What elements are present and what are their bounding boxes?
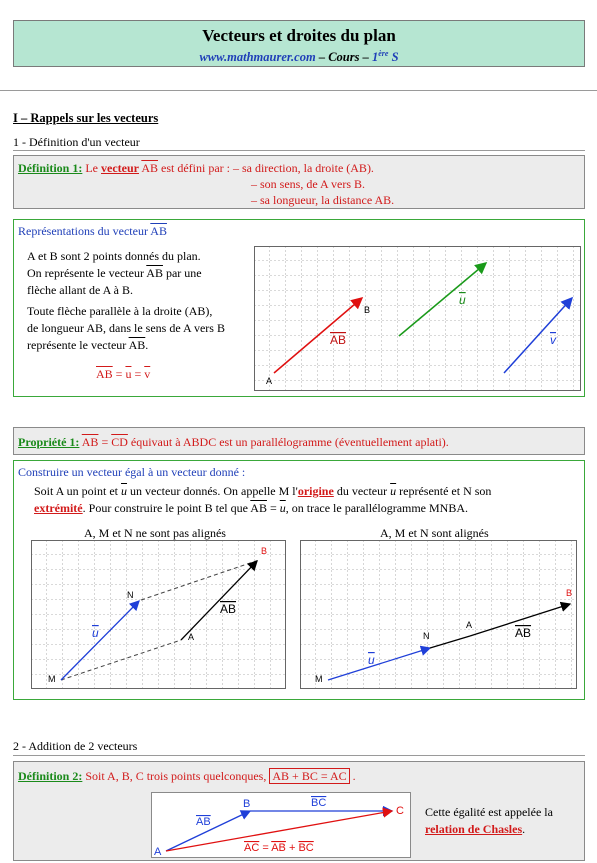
page-header <box>13 20 585 67</box>
page-title: Vecteurs et droites du plan <box>202 26 396 45</box>
representations-figure <box>254 246 582 392</box>
point-b-label: B <box>243 798 251 810</box>
site-link[interactable]: www.mathmaurer.com <box>199 50 316 65</box>
representations-text: A et B sont 2 points donnés du plan. On représente le vecteur $\overline{AB}$ par une flèche allant de A à B. Toute flèche parallèle à la droite (AB), de longueur AB, dans le sens de A vers B représente le vecteur $\overline{AB}$. <box>27 249 225 352</box>
point-b-label: B <box>566 588 573 598</box>
page-subtitle: www.mathmaurer.com – Cours – 1ère S <box>199 49 399 65</box>
grid <box>255 247 581 391</box>
vector-u-label: u <box>368 653 375 667</box>
point-n-label: N <box>423 631 430 641</box>
vector-ab-label: AB <box>220 602 237 616</box>
subsection-title: 1 - Définition d'un vecteur <box>13 135 140 149</box>
point-a-label: A <box>154 846 162 858</box>
definition-1-line2: – son sens, de A vers B. <box>251 177 365 191</box>
representations-title: Représentations du vecteur $\overline{AB}$ <box>18 224 167 238</box>
construct-line2: extrémité. Pour construire le point B tel que $\overline{AB} = \overline{u}$, on trace le parallélogramme MNBA. <box>34 501 469 515</box>
point-m-label: M <box>315 674 323 684</box>
divider <box>13 755 585 756</box>
section-title: I – Rappels sur les vecteurs <box>13 111 159 125</box>
point-b-label: B <box>261 546 268 556</box>
point-m-label: M <box>48 674 56 684</box>
point-a-label: A <box>266 376 273 386</box>
figure-2-title: A, M et N sont alignés <box>380 526 489 540</box>
figure-1-title: A, M et N ne sont pas alignés <box>84 526 226 540</box>
subsection-title: 2 - Addition de 2 vecteurs <box>13 739 138 753</box>
point-a-label: A <box>188 632 195 642</box>
divider <box>0 90 597 91</box>
chasles-equation-label: AC = AB + BC <box>244 842 314 854</box>
vector-ab-label: AB <box>515 626 532 640</box>
chasles-figure <box>151 792 411 858</box>
definition-1-line3: – sa longueur, la distance AB. <box>251 193 395 207</box>
vector-ab-label: AB <box>196 816 211 828</box>
vector-v-label: v <box>550 333 556 347</box>
definition-1-line1: Définition 1: Le vecteur $\overline{AB}$ est défini par : – sa direction, la droite (AB). <box>18 161 374 175</box>
point-n-label: N <box>127 590 134 600</box>
definition-2-text: Définition 2: Soit A, B, C trois points quelconques, $\overline{AB} + \overline{BC} = \overline{AC}$ . <box>18 769 356 783</box>
property-1-box <box>13 427 585 455</box>
vector-bc-label: BC <box>311 797 327 809</box>
grid <box>32 541 286 689</box>
construct-box <box>13 460 585 700</box>
property-1-text: Propriété 1: $\overline{AB} = \overline{CD}$ équivaut à ABDC est un parallélogramme (éventuellement aplati). <box>18 435 449 449</box>
vector-equality: $\overline{AB} = \overline{u} = \overline{v}$ <box>96 367 151 381</box>
representations-box <box>13 219 585 397</box>
construct-figure-2 <box>300 540 578 690</box>
vector-ab-label: AB <box>330 333 347 347</box>
vector-u-label: u <box>459 293 466 307</box>
construct-title: Construire un vecteur égal à un vecteur donné : <box>18 465 246 479</box>
construct-line1: Soit A un point et $\overline{u}$ un vecteur donnés. On appelle M l'origine du vecteur $\overline{u}$ représenté et N son <box>34 484 492 498</box>
definition-2-box <box>13 761 585 861</box>
divider <box>13 150 585 151</box>
definition-1-box <box>13 155 585 209</box>
chasles-note: Cette égalité est appelée la relation de Chasles. <box>425 805 553 836</box>
point-a-label: A <box>466 620 473 630</box>
point-c-label: C <box>396 805 404 817</box>
point-b-label: B <box>364 305 371 315</box>
vector-u-label: u <box>92 626 99 640</box>
construct-figure-1 <box>31 540 287 690</box>
